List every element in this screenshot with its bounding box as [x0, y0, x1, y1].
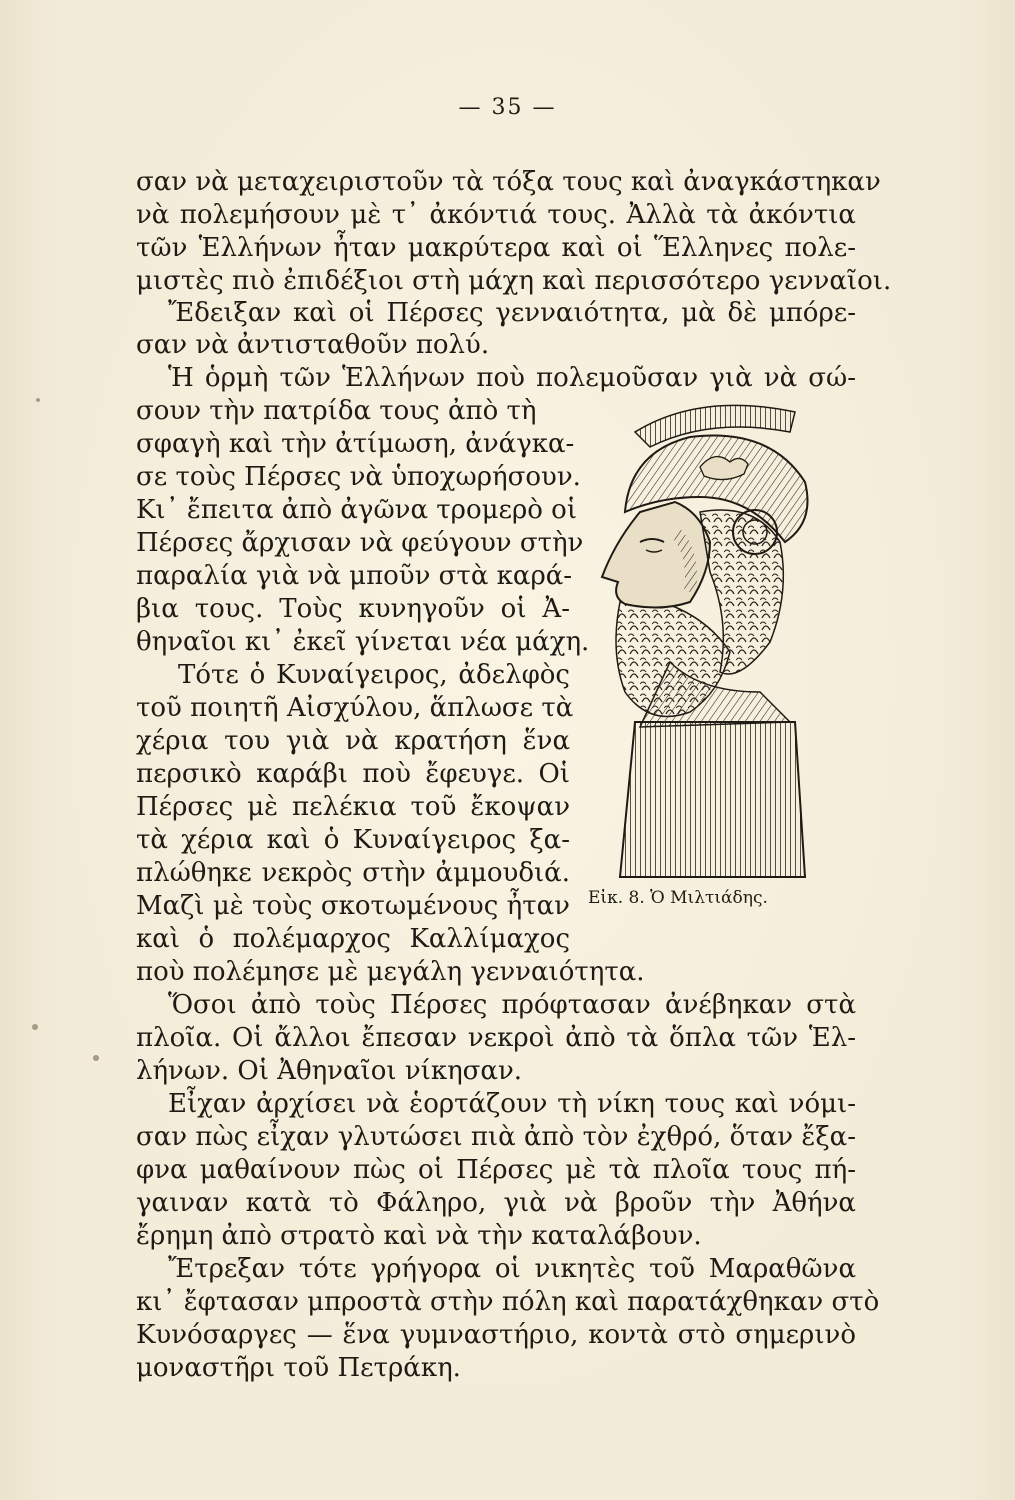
text-line: σαν πὼς εἶχαν γλυτώσει πιὰ ἀπὸ τὸν ἐχθρό, ὅταν ἔξα- — [136, 1122, 856, 1152]
text-line: σε τοὺς Πέρσες νὰ ὑποχωρήσουν. — [136, 462, 581, 492]
text-line: Ἔδειξαν καὶ οἱ Πέρσες γενναιότητα, μὰ δὲ μπόρε- — [168, 298, 856, 328]
text-line: Τότε ὁ Κυναίγειρος, ἀδελφὸς — [178, 660, 570, 690]
text-line: Πέρσες μὲ πελέκια τοῦ ἔκοψαν — [136, 792, 570, 822]
text-line: Εἶχαν ἀρχίσει νὰ ἑορτάζουν τὴ νίκη τους καὶ νόμι- — [168, 1089, 856, 1119]
text-line: Μαζὶ μὲ τοὺς σκοτωμένους ἦταν — [136, 891, 570, 921]
text-line: τῶν Ἑλλήνων ἦταν μακρύτερα καὶ οἱ Ἕλληνες πολε- — [136, 233, 856, 263]
text-line: πλοῖα. Οἱ ἄλλοι ἔπεσαν νεκροὶ ἀπὸ τὰ ὅπλα τῶν Ἑλ- — [136, 1023, 856, 1053]
text-line: ποὺ πολέμησε μὲ μεγάλη γενναιότητα. — [136, 957, 645, 987]
page-number: — 35 — — [458, 95, 557, 120]
text-line: γαιναν κατὰ τὸ Φάληρο, γιὰ νὰ βροῦν τὴν Ἀθήνα — [136, 1188, 856, 1218]
text-line: νὰ πολεμήσουν μὲ τ᾽ ἀκόντιά τους. Ἀλλὰ τὰ ἀκόντια — [136, 200, 856, 230]
text-line: σαν νὰ μεταχειριστοῦν τὰ τόξα τους καὶ ἀναγκάστηκαν — [136, 167, 881, 197]
text-line: μιστὲς πιὸ ἐπιδέξιοι στὴ μάχη καὶ περισσότερο γενναῖοι. — [136, 266, 892, 296]
text-line: βια τους. Τοὺς κυνηγοῦν οἱ Ἀ- — [136, 594, 570, 624]
print-speck — [93, 1055, 99, 1061]
print-speck — [32, 1024, 38, 1030]
text-line: σουν τὴν πατρίδα τους ἀπὸ τὴ — [136, 396, 537, 426]
text-line: Κι᾽ ἔπειτα ἀπὸ ἀγῶνα τρομερὸ οἱ — [136, 495, 578, 525]
text-line: Κυνόσαργες — ἕνα γυμναστήριο, κοντὰ στὸ σημερινὸ — [136, 1320, 856, 1350]
print-speck — [36, 398, 40, 402]
text-line: Ἡ ὁρμὴ τῶν Ἑλλήνων ποὺ πολεμοῦσαν γιὰ νὰ σώ- — [168, 363, 856, 393]
text-line: καὶ ὁ πολέμαρχος Καλλίμαχος — [136, 924, 570, 954]
text-line: λήνων. Οἱ Ἀθηναῖοι νίκησαν. — [136, 1056, 523, 1086]
text-line: θηναῖοι κι᾽ ἐκεῖ γίνεται νέα μάχη. — [136, 627, 590, 657]
text-line: σφαγὴ καὶ τὴν ἀτίμωση, ἀνάγκα- — [136, 429, 575, 459]
text-line: παραλία γιὰ νὰ μποῦν στὰ καρά- — [136, 561, 573, 591]
text-line: φνα μαθαίνουν πὼς οἱ Πέρσες μὲ τὰ πλοῖα τους πή- — [136, 1155, 856, 1185]
text-line: μοναστῆρι τοῦ Πετράκη. — [136, 1353, 461, 1383]
text-line: κι᾽ ἔφτασαν μπροστὰ στὴν πόλη καὶ παρατάχθηκαν στὸ — [136, 1287, 880, 1317]
text-line: πλώθηκε νεκρὸς στὴν ἀμμουδιά. — [136, 858, 570, 888]
text-line: σαν νὰ ἀντισταθοῦν πολύ. — [136, 330, 490, 360]
text-line: Πέρσες ἄρχισαν νὰ φεύγουν στὴν — [136, 528, 584, 558]
text-line: τὰ χέρια καὶ ὁ Κυναίγειρος ξα- — [136, 825, 570, 855]
text-line: Ἔτρεξαν τότε γρήγορα οἱ νικητὲς τοῦ Μαραθῶνα — [168, 1254, 856, 1284]
text-line: Ὅσοι ἀπὸ τοὺς Πέρσες πρόφτασαν ἀνέβηκαν στὰ — [168, 990, 856, 1020]
text-line: τοῦ ποιητῆ Αἰσχύλου, ἅπλωσε τὰ — [136, 693, 574, 723]
text-line: χέρια του γιὰ νὰ κρατήση ἕνα — [136, 726, 570, 756]
text-line: περσικὸ καράβι ποὺ ἔφευγε. Οἱ — [136, 759, 570, 789]
figure-caption: Εἰκ. 8. Ὁ Μιλτιάδης. — [588, 888, 768, 908]
text-line: ἔρημη ἀπὸ στρατὸ καὶ νὰ τὴν καταλάβουν. — [136, 1221, 702, 1251]
miltiades-portrait-illustration — [580, 392, 850, 882]
